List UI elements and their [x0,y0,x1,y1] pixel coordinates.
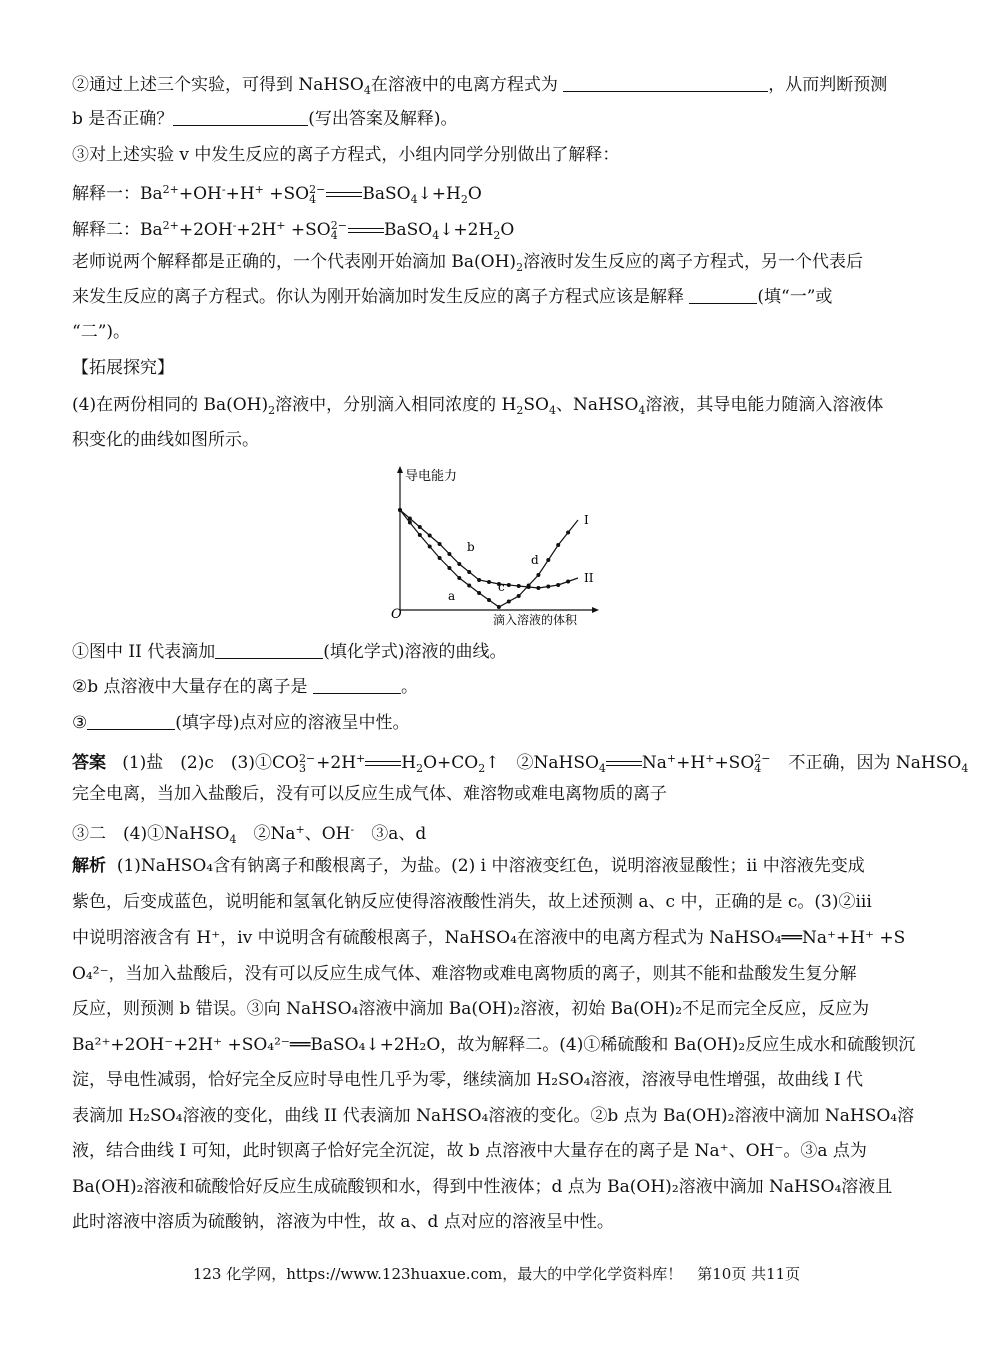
data-point [447,566,451,570]
analysis-line6: Ba²⁺+2OH⁻+2H⁺ +SO₄²⁻══BaSO₄↓+2H₂O，故为解释二。(4)①稀硫酸和 Ba(OH)₂反应生成水和硫酸钡沉 [72,1035,916,1055]
teacher-line2: 来发生反应的离子方程式。你认为刚开始滴加时发生反应的离子方程式应该是解释 (填“一”或 [72,287,833,307]
data-point [527,585,531,589]
data-point [546,585,550,589]
answer-blank[interactable] [173,107,308,126]
data-point [438,556,442,560]
data-point [467,570,471,574]
data-point [566,531,570,535]
point-label-a: a [448,589,456,603]
point-label-c: c [498,580,505,594]
y-axis-arrow-icon [397,466,403,473]
data-point [507,583,511,587]
data-point [556,543,560,547]
data-point [497,605,501,609]
answer-blank[interactable] [87,711,175,730]
data-point [477,578,481,582]
data-point [536,586,540,590]
series-label-1: I [584,513,589,527]
data-point [477,591,481,595]
data-point [556,583,560,587]
data-point [418,533,422,537]
q4-line2: 积变化的曲线如图所示。 [72,430,259,450]
series-label-2: II [584,571,594,585]
data-point [487,580,491,584]
x-axis-label: 滴入溶液的体积 [493,613,578,627]
explanation-one: 解释一：$Ba^{2+}+OH^-+H^+ +SO$ 2− 4 $BaSO_4↓+H_2O$ [72,182,482,206]
data-point [418,525,422,529]
point-label-d: d [531,553,539,567]
data-point [438,542,442,546]
analysis-line5: 反应，则预测 b 错误。③向 NaHSO₄溶液中滴加 Ba(OH)₂溶液，初始 Ba(OH)₂不足而完全反应，反应为 [72,999,870,1019]
data-point [457,576,461,580]
series-line-1 [400,510,578,607]
answer-label: 答案 [72,753,106,773]
data-point [398,508,402,512]
data-point [457,562,461,566]
q3-sub2-line1: ②通过上述三个实验，可得到 NaHSO$_4$在溶液中的电离方程式为 ，从而判断预测 [72,75,888,97]
analysis-line2: 紫色，后变成蓝色，说明能和氢氧化钠反应使得溶液酸性消失，故上述预测 a、c 中，正确的是 c。(3)②iii [72,892,872,912]
data-point [408,517,412,521]
data-point [447,552,451,556]
analysis-line1: 解析 (1)NaHSO₄含有钠离子和酸根离子，为盐。(2) i 中溶液变红色，说明溶液显酸性；ii 中溶液先变成 [72,856,865,876]
answer-blank[interactable] [215,640,323,659]
teacher-line1: 老师说两个解释都是正确的，一个代表刚开始滴加 $Ba(OH)_2$溶液时发生反应的离子方程式，另一个代表后 [72,252,864,274]
x-axis-arrow-icon [592,607,599,613]
equals-sign [326,190,362,200]
q4-sub3: ③ (填字母)点对应的溶液呈中性。 [72,713,410,733]
data-point [566,580,570,584]
section-title: 【拓展探究】 [72,358,174,378]
page-footer: 123 化学网，https://www.123huaxue.com，最大的中学化学资料库！ 第10页 共11页 [192,1265,801,1283]
y-axis-label: 导电能力 [405,469,458,484]
origin-label: O [391,607,402,622]
analysis-line8: 表滴加 H₂SO₄溶液的变化，曲线 II 代表滴加 NaHSO₄溶液的变化。②b 点为 Ba(OH)₂溶液中滴加 NaHSO₄溶 [72,1106,915,1126]
data-point [507,600,511,604]
data-point [536,573,540,577]
analysis-line10: Ba(OH)₂溶液和硫酸恰好反应生成硫酸钡和水，得到中性液体；d 点为 Ba(OH)₂溶液中滴加 NaHSO₄溶液且 [72,1177,893,1197]
series-line-2 [400,510,578,588]
text: ②通过上述三个实验，可得到 NaHSO [72,75,364,95]
analysis-line4: O₄²⁻，当加入盐酸后，没有可以反应生成气体、难溶物或难电离物质的离子，则其不能和盐酸发生复分解 [72,964,857,984]
data-point [428,545,432,549]
q4-sub2: ②b 点溶液中大量存在的离子是 。 [72,677,418,697]
answer-blank[interactable] [313,675,401,694]
data-point [517,594,521,598]
analysis-line7: 淀，导电性减弱，恰好完全反应时导电性几乎为零，继续滴加 H₂SO₄溶液，溶液导电性增强，故曲线 I 代 [72,1070,863,1090]
conductivity-chart [385,462,620,632]
data-point [487,598,491,602]
explanation-two: 解释二：$Ba^{2+}+2OH^-+2H^+ +SO$ 2− 4 $BaSO_4↓+2H_2O$ [72,218,515,242]
data-point [408,521,412,525]
q4-line1: (4)在两份相同的 $Ba(OH)_2$溶液中，分别滴入相同浓度的 $H_2SO_4$、NaHSO$_4$溶液，其导电能力随滴入溶液体 [72,395,884,417]
answer-line3: ③二 (4)①NaHSO$_4$ ②Na+、OH- ③a、d [72,823,427,846]
analysis-line3: 中说明溶液含有 H⁺，iv 中说明含有硫酸根离子，NaHSO₄在溶液中的电离方程式为 NaHSO₄══Na⁺+H⁺ +S [72,928,906,948]
answer-blank[interactable] [563,73,768,92]
analysis-label: 解析 [72,856,106,876]
teacher-line3: “二”)。 [72,322,131,342]
answer-blank[interactable] [689,285,757,304]
data-point [546,558,550,562]
q3-sub3: ③对上述实验 v 中发生反应的离子方程式，小组内同学分别做出了解释： [72,145,620,165]
series-layer [398,508,594,609]
data-point [517,584,521,588]
data-point [428,534,432,538]
data-point [467,584,471,588]
analysis-line11: 此时溶液中溶质为硫酸钠，溶液为中性，故 a、d 点对应的溶液呈中性。 [72,1212,614,1232]
analysis-line9: 液，结合曲线 I 可知，此时钡离子恰好完全沉淀，故 b 点溶液中大量存在的离子是 Na⁺、OH⁻。③a 点为 [72,1141,867,1161]
equals-sign [348,226,384,236]
answer-line2: 完全电离，当加入盐酸后，没有可以反应生成气体、难溶物或难电离物质的离子 [72,784,667,804]
q4-sub1: ①图中 II 代表滴加 (填化学式)溶液的曲线。 [72,642,507,662]
point-label-b: b [467,540,475,554]
q3-sub2-line2: b 是否正确？ (写出答案及解释)。 [72,109,458,129]
answer-line1: 答案 (1)盐 (2)c (3)①CO 2− 3 +2H+ $H_2O+CO_2↑$ ②NaHSO$_4$ Na++H++SO 2− 4 不正确，因为 NaHSO$_4$ [72,751,969,775]
